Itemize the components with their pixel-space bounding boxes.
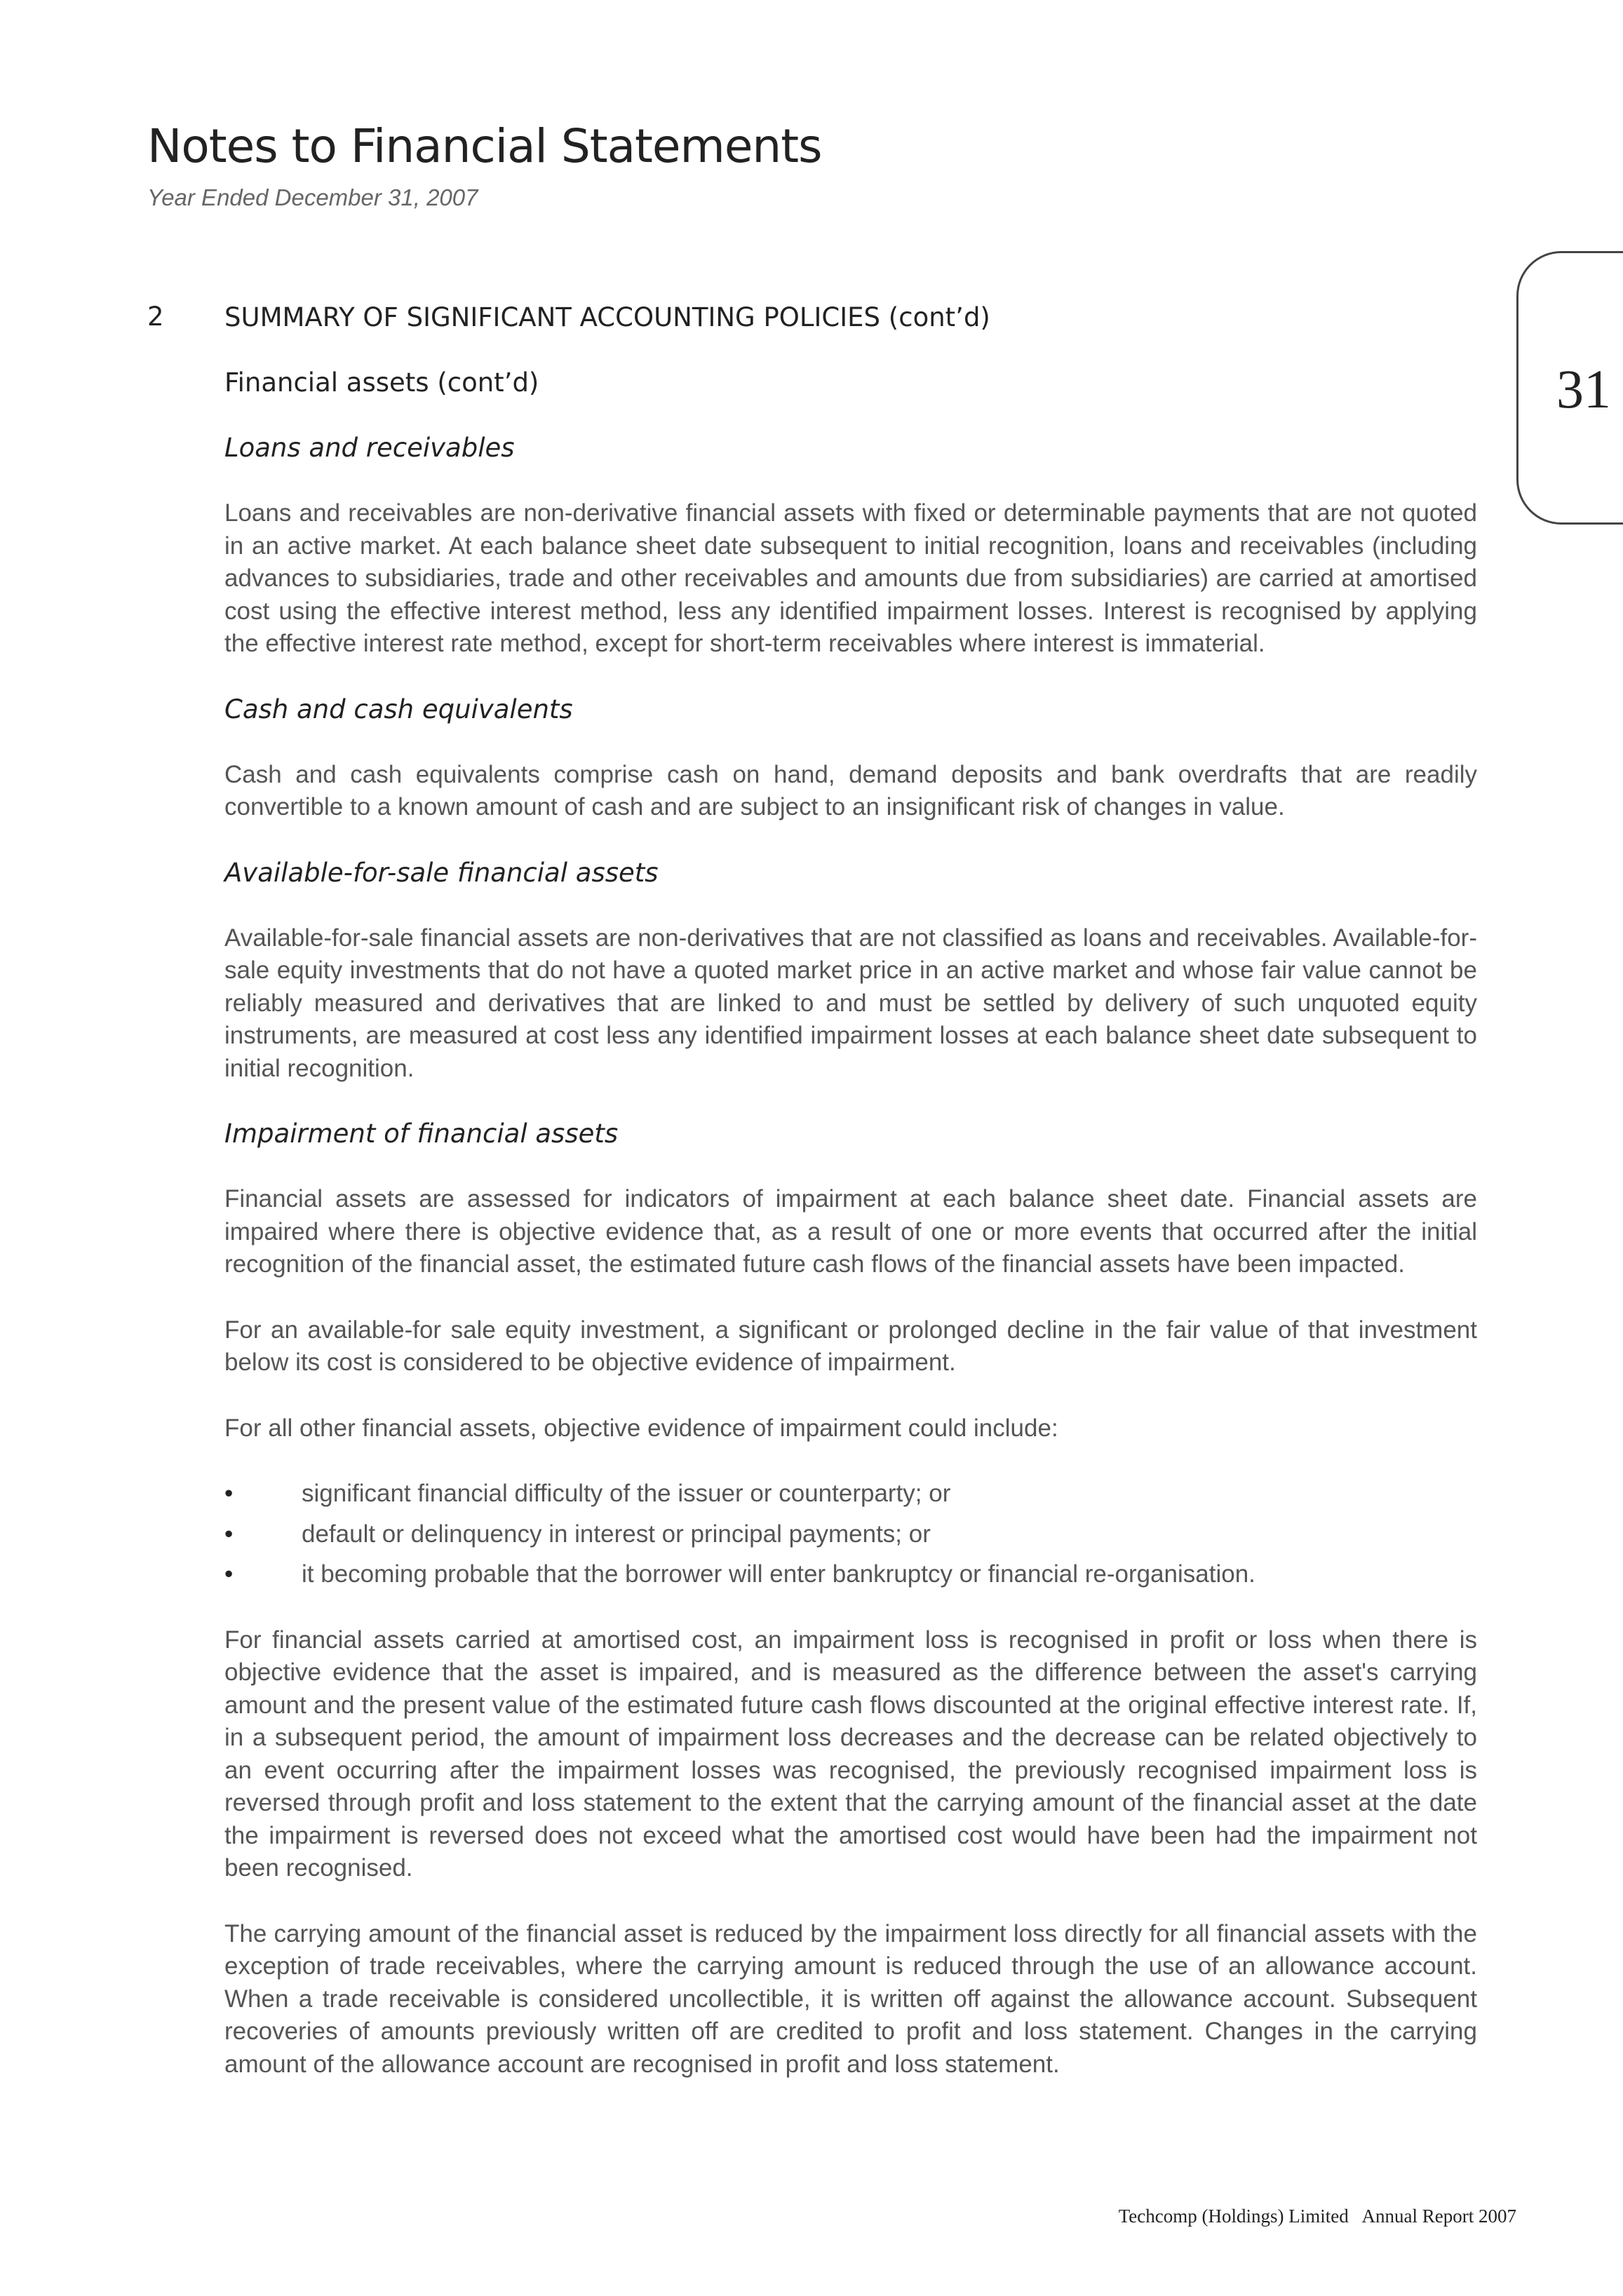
footer-report: Annual Report 2007 [1361, 2206, 1516, 2227]
list-item-text: default or delinquency in interest or principal payments; or [302, 1520, 931, 1548]
page-footer [1119, 2206, 1516, 2227]
impairment-paragraph-3: For all other financial assets, objective evidence of impairment could include: [224, 1414, 1058, 1442]
cash-paragraph: Cash and cash equivalents comprise cash on hand, demand deposits and bank overdrafts that are readily convertible to a known amount of cash and are subject to an insignificant risk of changes in value. [224, 760, 1477, 821]
page-title: Notes to Financial Statements [147, 119, 822, 173]
afs-paragraph: Available-for-sale financial assets are non-derivatives that are not classified as loans and receivables. Available-for-sale equity investments that do not have a quoted market price in an active market and whose fair value cannot be reliably measured and derivatives that are linked to and must be settled by delivery of such unquoted equity instruments, are measured at cost less any identified impairment losses at each balance sheet date subsequent to initial recognition. [224, 924, 1477, 1082]
impairment-paragraph-5: The carrying amount of the financial asset is reduced by the impairment loss directly for all financial assets with the exception of trade receivables, where the carrying amount is reduced through the use of an allowance account. When a trade receivable is considered uncollectible, it is written off against the allowance account. Subsequent recoveries of amounts previously written off are credited to profit and loss statement. Changes in the carrying amount of the allowance account are recognised in profit and loss statement. [224, 1919, 1477, 2078]
list-item [224, 1518, 1477, 1551]
footer-company: Techcomp (Holdings) Limited [1118, 2206, 1349, 2227]
cash-heading: Cash and cash equivalents [224, 694, 573, 724]
bullet-icon: • [224, 1560, 234, 1588]
bullet-icon: • [224, 1480, 234, 1507]
impairment-paragraph-1: Financial assets are assessed for indicators of impairment at each balance sheet date. Financial assets are impaired where there is objective evidence that, as a result of one or more events that occurred after the initial recognition of the financial asset, the estimated future cash flows of the financial assets have been impacted. [224, 1185, 1477, 1278]
loans-heading: Loans and receivables [224, 433, 515, 463]
list-item [224, 1478, 1477, 1511]
section-number: 2 [147, 302, 164, 332]
afs-heading: Available-for-sale financial assets [224, 857, 659, 888]
subsection-heading: Financial assets (cont’d) [224, 367, 539, 398]
page-number: 31 [1556, 358, 1611, 419]
bullet-icon: • [224, 1520, 234, 1548]
list-item-text: significant financial difficulty of the issuer or counterparty; or [302, 1480, 951, 1507]
list-item-text: it becoming probable that the borrower will enter bankruptcy or financial re-organisation. [302, 1560, 1255, 1588]
section-title: SUMMARY OF SIGNIFICANT ACCOUNTING POLICIES (cont’d) [224, 302, 990, 332]
impairment-heading: Impairment of financial assets [224, 1119, 619, 1149]
impairment-paragraph-4: For financial assets carried at amortised cost, an impairment loss is recognised in profit or loss when there is objective evidence that the asset is impaired, and is measured as the difference between the asset's carrying amount and the present value of the estimated future cash flows discounted at the original effective interest rate. If, in a subsequent period, the amount of impairment loss decreases and the decrease can be related objectively to an event occurring after the impairment losses was recognised, the previously recognised impairment loss is reversed through profit and loss statement to the extent that the carrying amount of the financial asset at the date the impairment is reversed does not exceed what the amortised cost would have been had the impairment not been recognised. [224, 1626, 1477, 1882]
impairment-paragraph-2: For an available-for sale equity investment, a significant or prolonged decline in the fair value of that investment below its cost is considered to be objective evidence of impairment. [224, 1316, 1477, 1376]
list-item [224, 1558, 1477, 1591]
loans-paragraph: Loans and receivables are non-derivative financial assets with fixed or determinable payments that are not quoted in an active market. At each balance sheet date subsequent to initial recognition, loans and receivables (including advances to subsidiaries, trade and other receivables and amounts due from subsidiaries) are carried at amortised cost using the effective interest method, less any identified impairment losses. Interest is recognised by applying the effective interest rate method, except for short-term receivables where interest is immaterial. [224, 499, 1477, 657]
notes-content [224, 302, 1477, 2114]
page-subtitle: Year Ended December 31, 2007 [147, 184, 478, 210]
impairment-evidence-list [224, 1478, 1477, 1591]
